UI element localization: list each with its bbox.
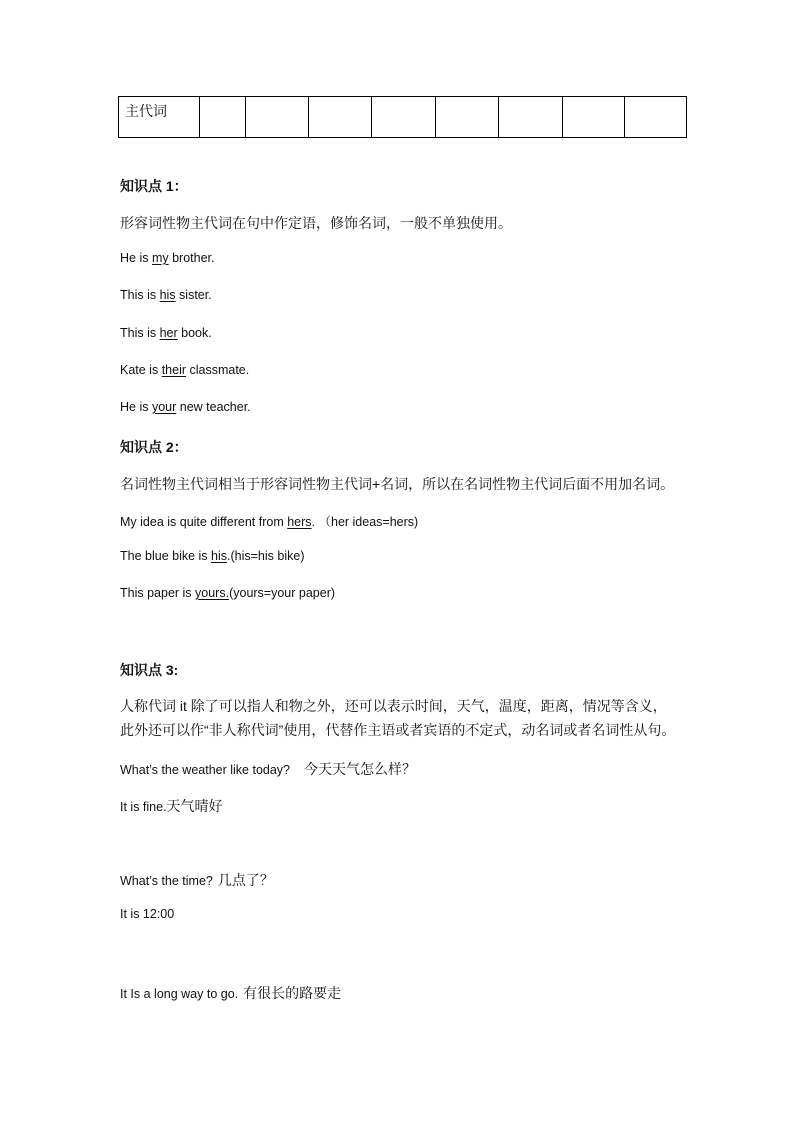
example-line [120, 326, 212, 340]
table-cell [499, 97, 563, 138]
example-english: What’s the time? [120, 874, 213, 888]
example-text: This is [120, 326, 160, 340]
example-text: book. [177, 326, 212, 340]
section2-rule: 名词性物主代词相当于形容词性物主代词+名词，所以在名词性物主代词后面不用加名词。 [120, 476, 675, 492]
example-text: classmate. [186, 363, 250, 377]
example-english: It Is a long way to go. [120, 987, 239, 1001]
example-english: It is fine. [120, 800, 167, 814]
pronoun-table [118, 96, 687, 138]
example-line [120, 400, 251, 414]
example-line [120, 549, 304, 563]
example-text: He is [120, 400, 152, 414]
example-text: My idea is quite different from [120, 515, 288, 529]
example-text: sister. [175, 288, 212, 302]
example-line [120, 796, 223, 816]
example-underlined: his [211, 549, 228, 563]
example-chinese: 天气晴好 [166, 798, 223, 814]
table-cell [563, 97, 625, 138]
example-chinese: 有很长的路要走 [243, 985, 342, 1001]
table-cell [436, 97, 499, 138]
table-cell [309, 97, 372, 138]
example-line [120, 870, 274, 890]
example-line [120, 512, 418, 530]
example-chinese: 今天天气怎么样？ [304, 761, 417, 777]
example-underlined: my [151, 251, 169, 265]
example-chinese: 几点了？ [217, 872, 274, 888]
section3-rule-line2: 此外还可以作“非人称代词”使用，代替作主语或者宾语的不定式，动名词或者名词性从句。 [120, 722, 676, 738]
table-cell [200, 97, 246, 138]
example-text: This is [120, 288, 160, 302]
example-text: He is [120, 251, 152, 265]
table-cell [246, 97, 309, 138]
example-text: The blue bike is [120, 549, 212, 563]
example-line [120, 907, 174, 921]
table-row [119, 97, 687, 138]
example-line [120, 586, 335, 600]
example-underlined: her [159, 326, 178, 340]
example-underlined: their [161, 363, 187, 377]
example-line [120, 759, 416, 779]
example-line [120, 288, 212, 302]
example-text: .(his=his bike) [227, 549, 305, 563]
section3-rule-line1: 人称代词 it 除了可以指人和物之外，还可以表示时间，天气，温度，距离，情况等含义， [120, 698, 667, 714]
example-underlined: his [159, 288, 176, 302]
table-cell-label: 主代词 [119, 97, 200, 138]
example-underlined: your [151, 400, 177, 414]
example-text: This paper is [120, 586, 196, 600]
example-english: It is 12:00 [120, 907, 175, 921]
example-english: What’s the weather like today? [120, 763, 291, 777]
section3-heading: 知识点 3: [120, 662, 179, 678]
section1-rule: 形容词性物主代词在句中作定语，修饰名词，一般不单独使用。 [120, 215, 512, 231]
example-text: Kate is [120, 363, 162, 377]
example-text: brother. [168, 251, 215, 265]
example-line [120, 983, 341, 1003]
example-text: new teacher. [176, 400, 251, 414]
example-line [120, 251, 215, 265]
section2-heading: 知识点 2： [120, 439, 188, 455]
table-cell [625, 97, 687, 138]
example-text: . （her ideas=hers) [311, 515, 419, 529]
example-underlined: yours. [195, 586, 230, 600]
example-text: (yours=your paper) [229, 586, 336, 600]
example-line [120, 363, 249, 377]
table-cell [372, 97, 436, 138]
section1-heading: 知识点 1： [120, 178, 188, 194]
example-underlined: hers [287, 515, 312, 529]
